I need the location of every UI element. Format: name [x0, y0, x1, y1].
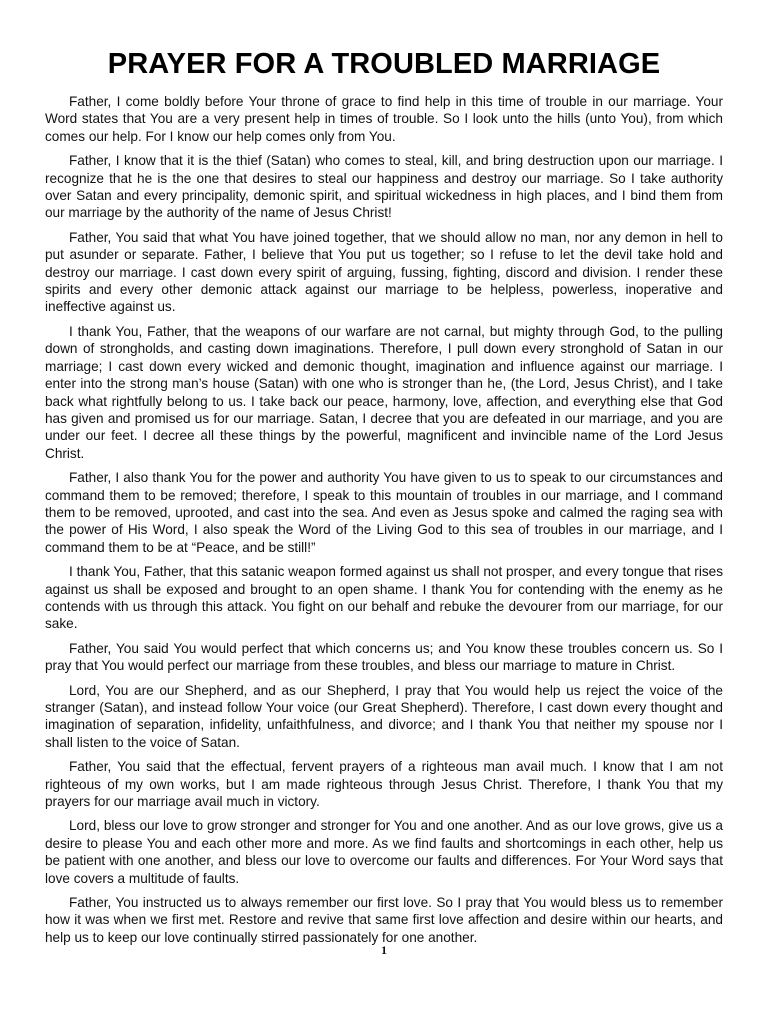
paragraph: Father, You said You would perfect that which concerns us; and You know these troubles concern us. So I pray that You would perfect our marriage from these troubles, and bless our marriage to mature in Christ. [45, 640, 723, 674]
paragraph: I thank You, Father, that the weapons of our warfare are not carnal, but mighty through God, to the pulling down of strongholds, and casting down imaginations. Therefore, I pull down every stronghold of Satan in our marriage; I cast down every wicked and demonic thought, imagination and influence against our marriage. I enter into the strong man’s house (Satan) with one who is stronger than he, (the Lord, Jesus Christ), and I take back what rightfully belong to us. I take back our peace, harmony, love, affection, and everything else that God has given and promised us for our marriage. Satan, I decree that you are defeated in our marriage, and you are under our feet. I decree all these things by the powerful, magnificent and invincible name of the Lord Jesus Christ. [45, 323, 723, 461]
page-title: PRAYER FOR A TROUBLED MARRIAGE [107, 48, 661, 80]
paragraph: Father, I also thank You for the power and authority You have given to us to speak to our circumstances and command them to be removed; therefore, I speak to this mountain of troubles in our marriage, and I command them to be removed, uprooted, and cast into the sea. And even as Jesus spoke and calmed the raging sea with the power of His Word, I also speak the Word of the Living God to this sea of troubles in our marriage, and I command them to be at “Peace, and be still!” [45, 470, 723, 555]
paragraph: I thank You, Father, that this satanic weapon formed against us shall not prosper, and every tongue that rises against us shall be exposed and brought to an open shame. I thank You for contending with the enemy as he contends with us through this attack. You fight on our behalf and rebuke the devourer from our marriage, for our sake. [45, 564, 723, 632]
paragraph: Father, You said that the effectual, fervent prayers of a righteous man avail much. I know that I am not righteous of my own works, but I am made righteous through Jesus Christ. Therefore, I thank You that my prayers for our marriage avail much in victory. [45, 759, 723, 810]
paragraph: Lord, bless our love to grow stronger and stronger for You and one another. And as our love grows, give us a desire to please You and each other more and more. As we find faults and shortcomings in each other, help us be patient with one another, and bless our love to overcome our faults and differences. For Your Word says that love covers a multitude of faults. [45, 818, 723, 886]
prayer-body [45, 93, 723, 953]
paragraph: Father, You said that what You have joined together, that we should allow no man, nor any demon in hell to put asunder or separate. Father, I believe that You put us together; so I refuse to let the devil take hold and destroy our marriage. I cast down every spirit of arguing, fussing, fighting, discord and division. I render these spirits and every other demonic attack against our marriage to be helpless, powerless, inoperative and ineffective against us. [45, 229, 723, 315]
paragraph: Lord, You are our Shepherd, and as our Shepherd, I pray that You would help us reject the voice of the stranger (Satan), and instead follow Your voice (our Great Shepherd). Therefore, I cast down every thought and imagination of separation, infidelity, unfaithfulness, and divorce; and I thank You that neither my spouse nor I shall listen to the voice of Satan. [45, 682, 723, 750]
page-number: 1 [381, 943, 387, 957]
paragraph: Father, I come boldly before Your throne of grace to find help in this time of trouble in our marriage. Your Word states that You are a very present help in times of trouble. So I look unto the hills (unto You), from which comes our help. For I know our help comes only from You. [45, 94, 723, 144]
paragraph: Father, You instructed us to always remember our first love. So I pray that You would bless us to remember how it was when we first met. Restore and revive that same first love affection and desire within our hearts, and help us to keep our love continually stirred passionately for one another. [45, 895, 723, 945]
paragraph: Father, I know that it is the thief (Satan) who comes to steal, kill, and bring destruction upon our marriage. I recognize that he is the one that desires to steal our happiness and destroy our marriage. So I take authority over Satan and every principality, demonic spirit, and spiritual wickedness in high places, and I bind them from our marriage by the authority of the name of Jesus Christ! [45, 153, 723, 221]
